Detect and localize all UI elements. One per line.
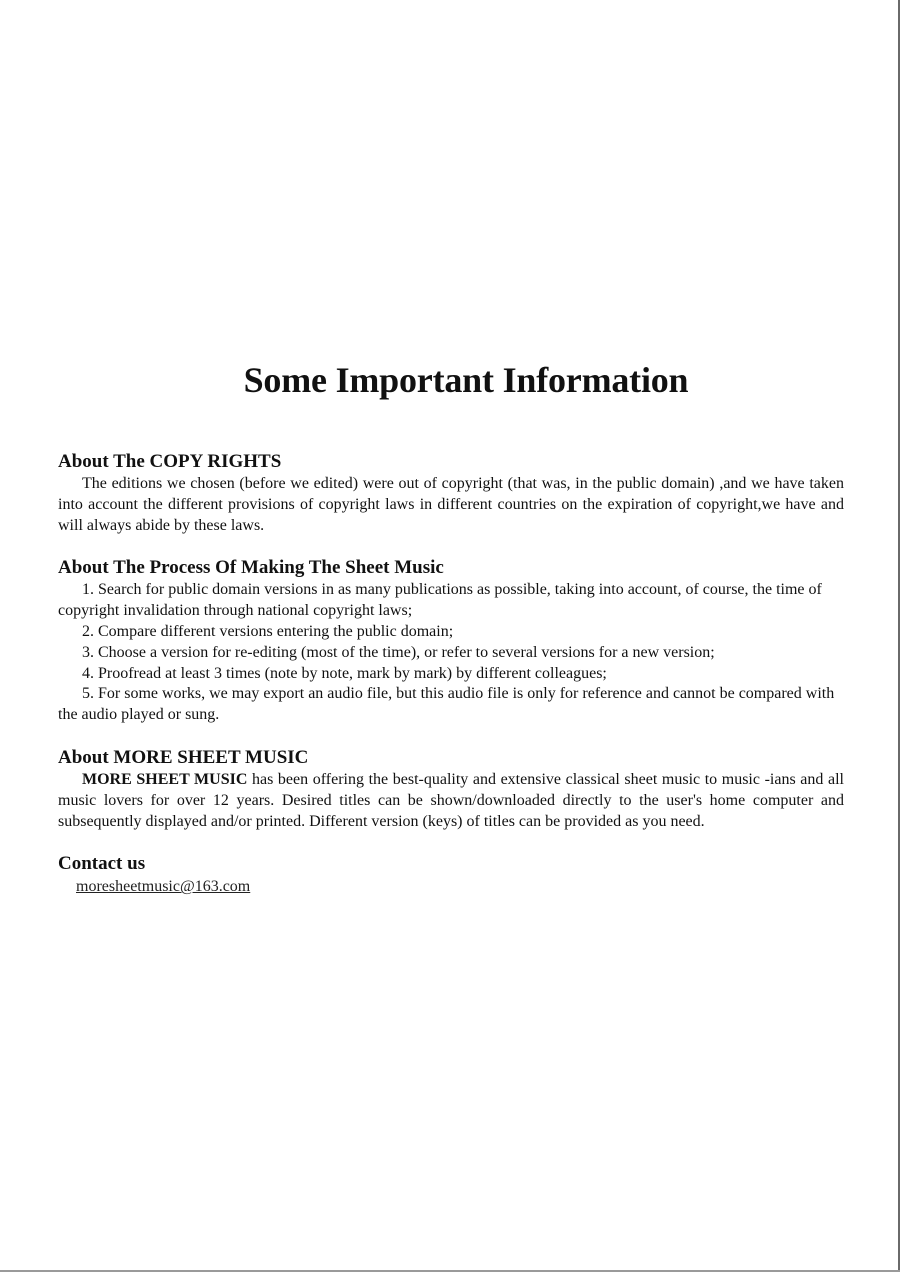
about-section [58,746,844,832]
about-paragraph [58,770,844,832]
copyright-heading: About The COPY RIGHTS [58,451,282,472]
document-content [58,356,844,898]
process-heading: About The Process Of Making The Sheet Music [58,557,444,579]
about-body-text: has been offering the best-quality and extensive classical sheet music to music -ians and all music lovers for over 12 years. Desired titles can be shown/downloaded directly to the user's home computer and subsequently displayed and/or printed. Different version (keys) of titles can be provided as you need. [58,770,844,830]
process-step-4: 4. Proofread at least 3 times (note by note, mark by mark) by different colleagues; [82,664,607,682]
process-step-3: 3. Choose a version for re-editing (most of the time), or refer to several versions for a new version; [82,643,715,661]
page-title: Some Important Information [243,360,689,400]
about-heading: About MORE SHEET MUSIC [58,746,309,768]
process-step-2: 2. Compare different versions entering the public domain; [82,622,454,640]
contact-section [58,852,844,898]
about-brand-name: MORE SHEET MUSIC [82,770,248,788]
process-step-1: 1. Search for public domain versions in as many publications as possible, taking into account, of course, the time of copyright invalidation through national copyright laws; [58,581,822,620]
copyright-paragraph: The editions we chosen (before we edited) were out of copyright (that was, in the public domain) ,and we have taken into account the different provisions of copyright laws in different countries on the expiration of copyright,we have and will always abide by these laws. [58,475,844,534]
process-step-5: 5. For some works, we may export an audio file, but this audio file is only for reference and cannot be compared with the audio played or sung. [58,685,835,724]
process-section [58,556,844,726]
contact-heading: Contact us [58,853,146,875]
copyright-section [58,450,844,536]
contact-email-link[interactable]: moresheetmusic@163.com [76,878,251,896]
